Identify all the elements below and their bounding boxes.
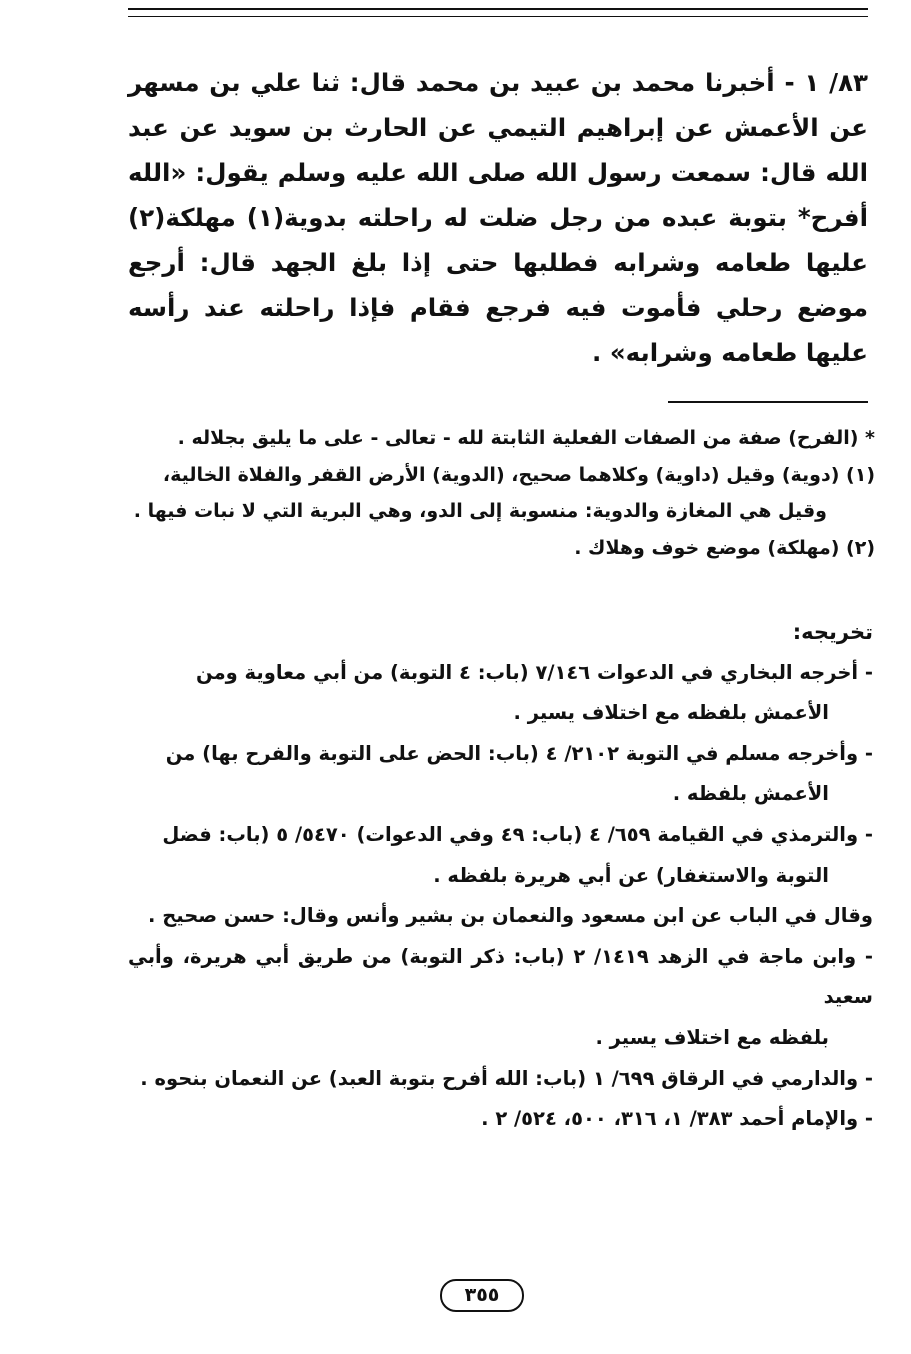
footnote-1-continuation: وقيل هي المغازة والدوية: منسوبة إلى الدو، وهي البرية التي لا نبات فيها . [133, 500, 827, 522]
footnote-star: * (الفرح) صفة من الصفات الفعلية الثابتة لله - تعالى - على ما يليق بجلاله . [177, 427, 875, 449]
takhrij-bukhari: - أخرجه البخاري في الدعوات ٧/١٤٦ (باب: ٤ التوبة) من أبي معاوية ومن [196, 660, 873, 684]
takhrij-tirmidhi-continuation: التوبة والاستغفار) عن أبي هريرة بلفظه . [433, 863, 829, 887]
footnote-2: (٢) (مهلكة) موضع خوف وهلاك . [574, 536, 875, 559]
takhrij-tirmidhi: - والترمذي في القيامة ٦٥٩/ ٤ (باب: ٤٩ وفي الدعوات) ٥٤٧٠/ ٥ (باب: فضل [162, 822, 873, 846]
takhrij-muslim: - وأخرجه مسلم في التوبة ٢١٠٢/ ٤ (باب: الحض على التوبة والفرح بها) من [165, 741, 873, 765]
hadith-paragraph [128, 60, 868, 375]
footnote-separator [668, 401, 868, 403]
takhrij-ibn-majah-continuation: بلفظه مع اختلاف يسير . [595, 1025, 829, 1049]
takhrij-muslim-continuation: الأعمش بلفظه . [672, 782, 829, 806]
page-number: ٣٥٥ [440, 1279, 524, 1312]
takhrij-bukhari-continuation: الأعمش بلفظه مع اختلاف يسير . [513, 701, 829, 725]
takhrij-ibn-majah: - وابن ماجة في الزهد ١٤١٩/ ٢ (باب: ذكر التوبة) من طريق أبي هريرة، وأبي سعيد [128, 944, 874, 1009]
takhrij-section [128, 612, 873, 1140]
hadith-text: أخبرنا محمد بن عبيد بن محمد قال: ثنا علي بن مسهر عن الأعمش عن إبراهيم التيمي عن الحارث بن سويد عن عبد الله قال: سمعت رسول الله صلى الله عليه وسلم يقول: «الله أفرح* بتوبة عبده من رجل ضلت له راحلته بدوية(١) مهلكة(٢) عليها طعامه وشرابه فطلبها حتى إذا بلغ الجهد قال: أرجع موضع رحلي فأموت فيه فرجع فقام فإذا راحلته عند رأسه عليها طعامه وشرابه» . [128, 68, 868, 367]
header-double-rule [128, 8, 868, 17]
hadith-number: ٨٣/ ١ - [784, 68, 869, 97]
takhrij-tirmidhi-comment: وقال في الباب عن ابن مسعود والنعمان بن بشير وأنس وقال: حسن صحيح . [148, 904, 873, 928]
takhrij-ahmad: - والإمام أحمد ٣٨٣/ ١، ٣١٦، ٥٠٠، ٥٢٤/ ٢ . [481, 1107, 873, 1131]
footnotes [128, 420, 875, 566]
takhrij-heading: تخريجه: [792, 620, 873, 644]
takhrij-darimi: - والدارمي في الرقاق ٦٩٩/ ١ (باب: الله أفرح بتوبة العبد) عن النعمان بنحوه . [140, 1066, 873, 1090]
footnote-1: (١) (دوية) وقيل (داوية) وكلاهما صحيح، (الدوية) الأرض القفر والفلاة الخالية، [162, 463, 875, 486]
